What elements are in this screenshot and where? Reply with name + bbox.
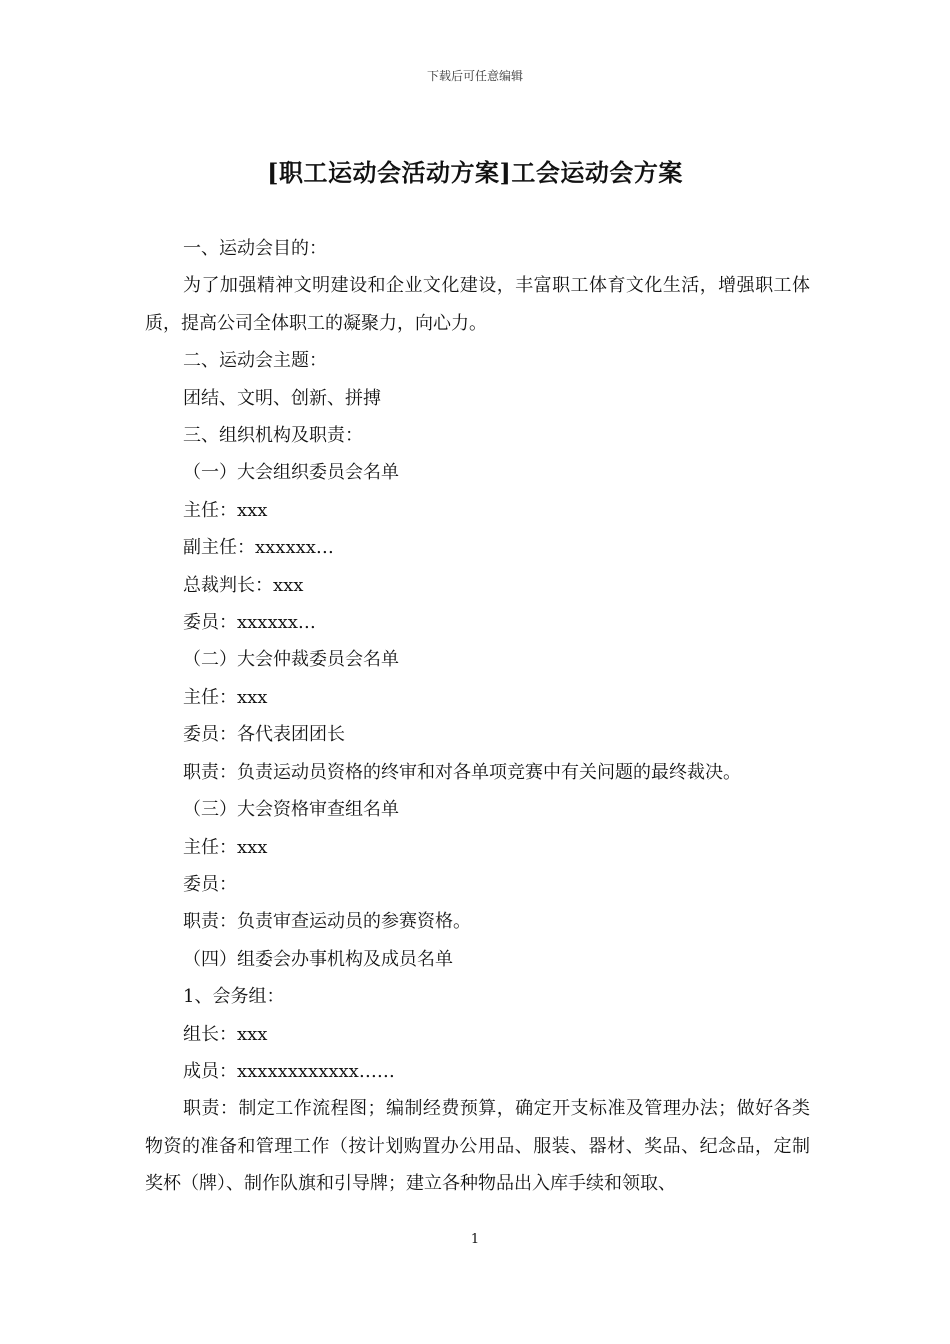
list-item: 主任：xxx (183, 686, 268, 708)
list-item: 1、会务组： (183, 986, 285, 1008)
list-item: 委员：xxxxxx… (183, 612, 316, 634)
section-heading-organization: 三、组织机构及职责： (183, 425, 363, 447)
list-item: 总裁判长：xxx (183, 574, 304, 596)
list-item: 职责：负责运动员资格的终审和对各单项竞赛中有关问题的最终裁决。 (183, 761, 741, 783)
list-item: 成员：xxxxxxxxxxxx…… (183, 1060, 395, 1082)
subheading-qualification-group: （三）大会资格审查组名单 (183, 799, 399, 821)
list-item: 主任：xxx (183, 499, 268, 521)
purpose-paragraph: 为了加强精神文明建设和企业文化建设，丰富职工体育文化生活，增强职工体质，提高公司全体职工的凝聚力，向心力。 (145, 275, 810, 334)
list-item: 委员： (183, 873, 237, 895)
subheading-organizing-committee: （一）大会组织委员会名单 (183, 462, 399, 484)
section-heading-theme: 二、运动会主题： (183, 350, 327, 372)
list-item: 委员：各代表团团长 (183, 724, 345, 746)
duties-paragraph: 职责：制定工作流程图；编制经费预算，确定开支标准及管理办法；做好各类物资的准备和管理工作（按计划购置办公用品、服装、器材、奖品、纪念品，定制奖杯（牌）、制作队旗和引导牌；建立各种物品出入库手续和领取、 (145, 1098, 810, 1195)
list-item: 职责：负责审查运动员的参赛资格。 (183, 911, 471, 933)
document-title: [职工运动会活动方案]工会运动会方案 (267, 158, 683, 187)
header-note: 下载后可任意编辑 (426, 69, 523, 83)
list-item: 副主任：xxxxxx… (183, 537, 334, 559)
list-item: 主任：xxx (183, 836, 268, 858)
section-heading-purpose: 一、运动会目的： (183, 238, 327, 259)
theme-text: 团结、文明、创新、拼搏 (183, 387, 381, 409)
page-number: 1 (470, 1232, 480, 1247)
document-body (145, 230, 810, 1203)
subheading-arbitration-committee: （二）大会仲裁委员会名单 (183, 649, 399, 671)
subheading-office-structure: （四）组委会办事机构及成员名单 (183, 948, 453, 970)
list-item: 组长：xxx (183, 1023, 268, 1045)
